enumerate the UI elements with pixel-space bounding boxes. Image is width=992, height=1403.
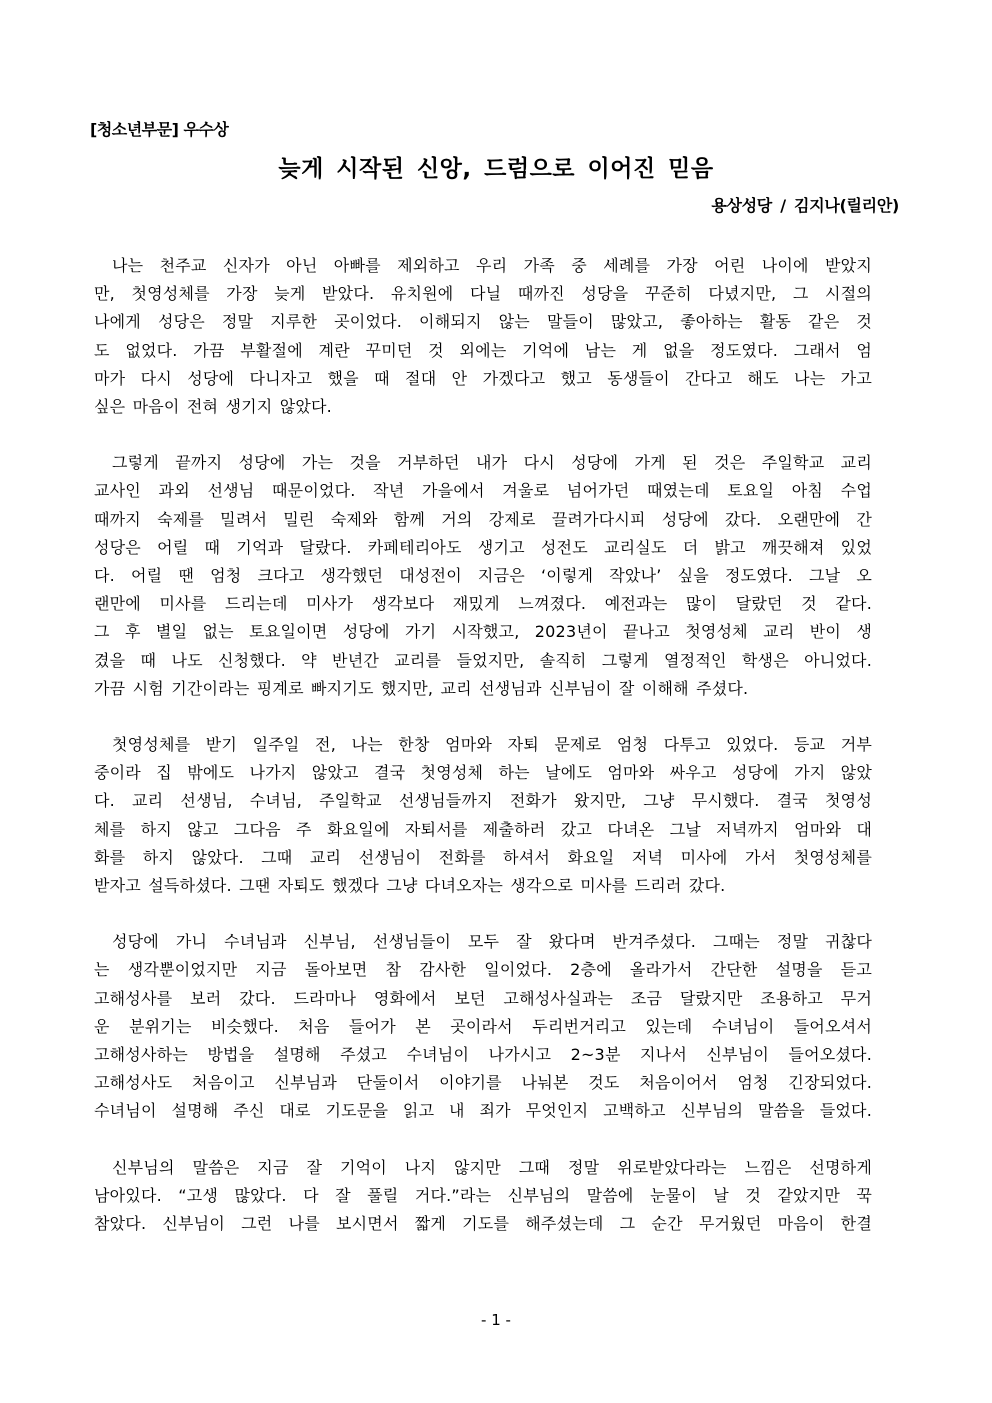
text-line: 첫영성체를 받기 일주일 전, 나는 한창 엄마와 자퇴 문제로 엄청 다투고 있었다. 등교 거부: [112, 735, 872, 755]
text-line: 도 없었다. 가끔 부활절에 계란 꾸미던 것 외에는 기억에 남는 게 없을 정도였다. 그래서 엄: [94, 340, 872, 360]
text-line: 운 분위기는 비슷했다. 처음 들어가 본 곳이라서 두리번거리고 있는데 수녀님이 들어오셔서: [94, 1016, 872, 1036]
text-line: 성당에 가니 수녀님과 신부님, 선생님들이 모두 잘 왔다며 반겨주셨다. 그때는 정말 귀찮다: [112, 932, 872, 952]
text-line: 그렇게 끝까지 성당에 가는 것을 거부하던 내가 다시 성당에 가게 된 것은 주일학교 교리: [112, 453, 872, 473]
text-line: 교사인 과외 선생님 때문이었다. 작년 가을에서 겨울로 넘어가던 때였는데 토요일 아침 수업: [94, 481, 872, 501]
text-line: 고해성사도 처음이고 신부님과 단둘이서 이야기를 나눠본 것도 처음이어서 엄청 긴장되었다.: [94, 1073, 872, 1093]
text-line: 신부님의 말씀은 지금 잘 기억이 나지 않지만 그때 정말 위로받았다라는 느낌은 선명하게: [112, 1157, 872, 1177]
essay-body: [94, 252, 872, 1266]
text-line: 중이라 집 밖에도 나가지 않았고 결국 첫영성체 하는 날에도 엄마와 싸우고 성당에 가지 않았: [94, 763, 872, 783]
paragraph-1: [94, 252, 872, 421]
text-line: 다. 어릴 땐 엄청 크다고 생각했던 대성전이 지금은 ‘이렇게 작았나’ 싶을 정도였다. 그날 오: [94, 566, 872, 586]
text-line: 다. 교리 선생님, 수녀님, 주일학교 선생님들까지 전화가 왔지만, 그냥 무시했다. 결국 첫영성: [94, 791, 872, 811]
paragraph-2: [94, 449, 872, 703]
text-line: 받자고 설득하셨다. 그땐 자퇴도 했겠다 그냥 다녀오자는 생각으로 미사를 드리러 갔다.: [94, 876, 726, 896]
essay-title: 늦게 시작된 신앙, 드럼으로 이어진 믿음: [278, 156, 714, 182]
text-line: 랜만에 미사를 드리는데 미사가 생각보다 재밌게 느껴졌다. 예전과는 많이 달랐던 것 같다.: [94, 594, 872, 614]
text-line: 나는 천주교 신자가 아닌 아빠를 제외하고 우리 가족 중 세례를 가장 어린 나이에 받았지: [112, 256, 872, 275]
text-line: 때까지 숙제를 밀려서 밀린 숙제와 함께 거의 강제로 끌려가다시피 성당에 갔다. 오랜만에 간: [94, 509, 872, 529]
author-byline: 용상성당 / 김지나(릴리안): [711, 196, 899, 215]
text-line: 겼을 때 나도 신청했다. 약 반년간 교리를 들었지만, 솔직히 그렇게 열정적인 학생은 아니었다.: [94, 650, 872, 670]
paragraph-3: [94, 731, 872, 900]
text-line: 나에게 성당은 정말 지루한 곳이었다. 이해되지 않는 말들이 많았고, 좋아하는 활동 같은 것: [94, 312, 872, 332]
text-line: 는 생각뿐이었지만 지금 돌아보면 참 감사한 일이었다. 2층에 올라가서 간단한 설명을 듣고: [94, 960, 872, 980]
award-category-label: [청소년부문] 우수상: [90, 120, 229, 139]
text-line: 가끔 시험 기간이라는 핑계로 빠지기도 했지만, 교리 선생님과 신부님이 잘 이해해 주셨다.: [94, 678, 749, 698]
text-line: 수녀님이 설명해 주신 대로 기도문을 읽고 내 죄가 무엇인지 고백하고 신부님의 말씀을 들었다.: [94, 1101, 872, 1121]
text-line: 마가 다시 성당에 다니자고 했을 때 절대 안 가겠다고 했고 동생들이 간다고 해도 나는 가고: [94, 368, 872, 388]
text-line: 만, 첫영성체를 가장 늦게 받았다. 유치원에 다닐 때까진 성당을 꾸준히 다녔지만, 그 시절의: [94, 284, 872, 304]
text-line: 고해성사하는 방법을 설명해 주셨고 수녀님이 나가시고 2~3분 지나서 신부님이 들어오셨다.: [94, 1045, 872, 1065]
text-line: 남아있다. “고생 많았다. 다 잘 풀릴 거다.”라는 신부님의 말씀에 눈물이 날 것 같았지만 꾹: [94, 1185, 872, 1205]
text-line: 성당은 어릴 때 기억과 달랐다. 카페테리아도 생기고 성전도 교리실도 더 밝고 깨끗해져 있었: [94, 537, 872, 557]
paragraph-5: [94, 1154, 872, 1239]
text-line: 고해성사를 보러 갔다. 드라마나 영화에서 보던 고해성사실과는 조금 달랐지만 조용하고 무거: [94, 988, 872, 1008]
page-number: - 1 -: [481, 1311, 511, 1329]
text-line: 체를 하지 않고 그다음 주 화요일에 자퇴서를 제출하러 갔고 다녀온 그날 저녁까지 엄마와 대: [94, 819, 872, 839]
text-line: 싶은 마음이 전혀 생기지 않았다.: [94, 397, 332, 417]
text-line: 그 후 별일 없는 토요일이면 성당에 가기 시작했고, 2023년이 끝나고 첫영성체 교리 반이 생: [94, 622, 872, 642]
text-line: 화를 하지 않았다. 그때 교리 선생님이 전화를 하셔서 화요일 저녁 미사에 가서 첫영성체를: [94, 847, 872, 867]
paragraph-4: [94, 928, 872, 1125]
text-line: 참았다. 신부님이 그런 나를 보시면서 짧게 기도를 해주셨는데 그 순간 무거웠던 마음이 한결: [94, 1214, 872, 1234]
